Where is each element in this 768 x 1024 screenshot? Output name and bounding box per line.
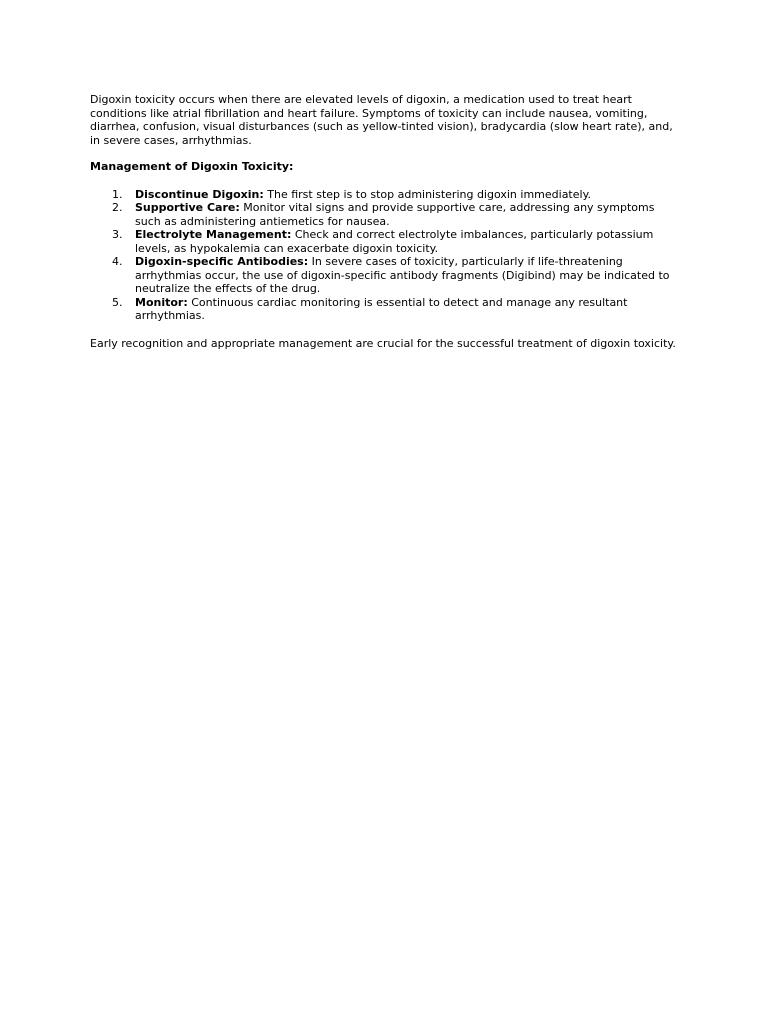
list-item-number: 3. — [112, 228, 123, 241]
management-steps-list — [90, 188, 680, 323]
list-item — [90, 255, 680, 296]
list-item-number: 4. — [112, 255, 123, 268]
section-heading: Management of Digoxin Toxicity: — [90, 160, 294, 173]
conclusion-paragraph: Early recognition and appropriate management are crucial for the successful treatment of digoxin toxicity. — [90, 336, 676, 350]
list-item-title: Discontinue Digoxin: — [135, 187, 264, 201]
list-item — [90, 228, 680, 255]
list-item-text: Monitor vital signs and provide supportive care, addressing any symptoms such as administering antiemetics for nausea. — [135, 201, 655, 228]
intro-paragraph: Digoxin toxicity occurs when there are elevated levels of digoxin, a medication used to treat heart conditions like atrial fibrillation and heart failure. Symptoms of toxicity can include nausea, vomiting, diarrhea, confusion, visual disturbances (such as yellow-tinted vision), bradycardia (slow heart rate), and, in severe cases, arrhythmias. — [90, 93, 673, 147]
list-item-title: Monitor: — [135, 295, 188, 309]
list-item-title: Digoxin-specific Antibodies: — [135, 255, 309, 268]
list-item-number: 2. — [112, 201, 123, 214]
list-item-number: 5. — [112, 295, 123, 309]
list-item-text: Check and correct electrolyte imbalances, particularly potassium levels, as hypokalemia can exacerbate digoxin toxicity. — [135, 228, 654, 255]
list-item-text: The first step is to stop administering digoxin immediately. — [263, 187, 592, 201]
list-item — [90, 201, 680, 228]
list-item — [90, 188, 680, 202]
list-item-number: 1. — [112, 187, 123, 201]
list-item-text: Continuous cardiac monitoring is essential to detect and manage any resultant arrhythmias. — [135, 295, 628, 322]
list-item — [90, 296, 680, 323]
list-item-text: In severe cases of toxicity, particularly if life-threatening arrhythmias occur, the use of digoxin-specific antibody fragments (Digibind) may be indicated to neutralize the effects of the drug. — [135, 255, 670, 295]
document-page — [90, 93, 680, 350]
list-item-title: Electrolyte Management: — [135, 228, 292, 241]
list-item-title: Supportive Care: — [135, 201, 240, 214]
